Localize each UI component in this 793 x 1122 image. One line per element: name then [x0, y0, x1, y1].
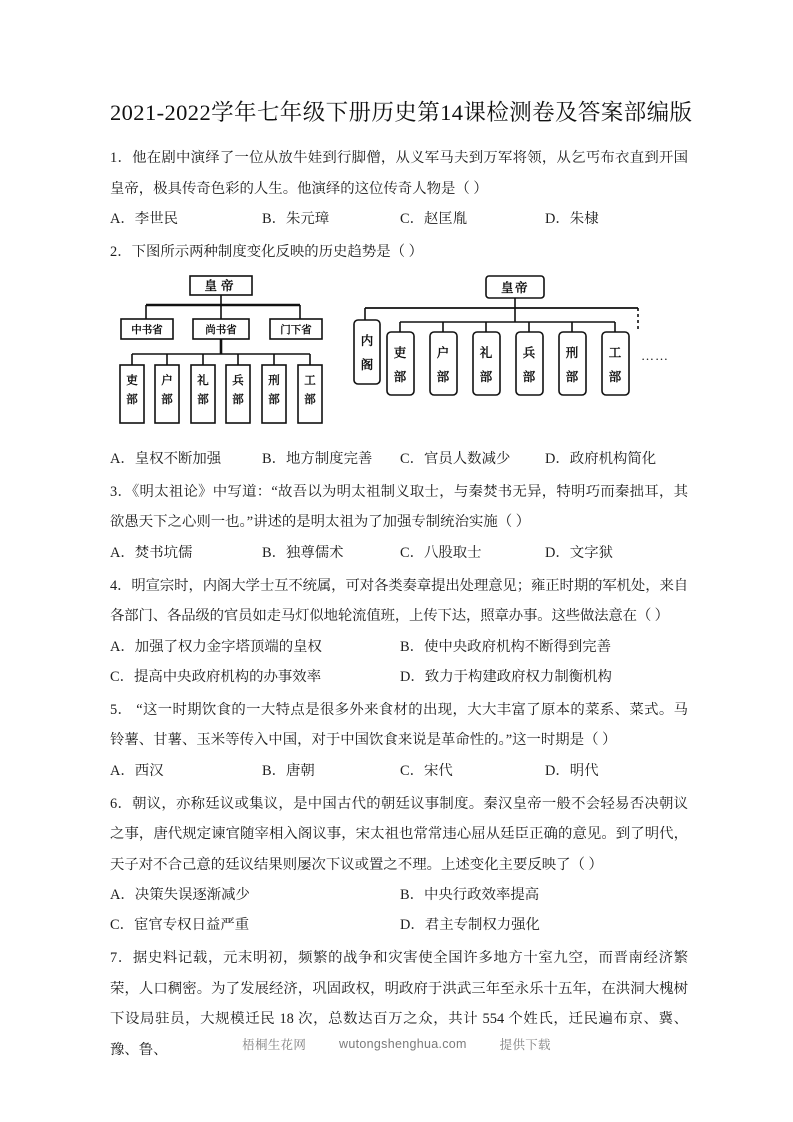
option-1-d[interactable] [545, 204, 599, 234]
option-2-a-text: 皇权不断加强 [134, 450, 222, 467]
diagram-tang-dept-2: 尚书省 [205, 324, 237, 336]
diagram-tang-ministry-1a: 吏 [126, 374, 138, 387]
question-1-stem: 1．他在剧中演绎了一位从放牛娃到行脚僧，从义军马夫到万军将领，从乞丐布衣直到开国皇帝，极具传奇色彩的人生。他演绎的这位传奇人物是（ ） [110, 150, 688, 197]
option-6-b[interactable] [400, 880, 539, 910]
diagram-ming-ministry-3a: 礼 [479, 345, 493, 360]
option-2-c[interactable] [400, 444, 510, 474]
diagram-ming-ministry-6a: 工 [608, 345, 622, 360]
diagram-ming-ministry-1a: 吏 [393, 345, 407, 360]
question-4 [110, 571, 688, 692]
option-4-d[interactable] [400, 662, 612, 692]
diagram-tang-ministry-4a: 兵 [232, 374, 244, 387]
option-6-a[interactable] [110, 880, 250, 910]
footer-site-name: 梧桐生花网 [242, 1038, 307, 1052]
diagram-tang-three-departments [118, 272, 343, 437]
question-6-options-row1 [110, 880, 688, 910]
option-1-c-text: 赵匡胤 [424, 211, 468, 227]
option-6-d[interactable] [400, 910, 540, 940]
option-6-d-key: D． [400, 917, 425, 933]
option-2-a[interactable] [110, 444, 221, 474]
diagram-ming-cabinet [353, 272, 683, 437]
diagram-ming-cabinet-label-a: 内 [360, 333, 374, 348]
question-1-options [110, 204, 688, 234]
diagram-tang-ministry-2b: 部 [161, 393, 173, 406]
question-2-stem: 2．下图所示两种制度变化反映的历史趋势是（ ） [110, 244, 423, 260]
option-1-d-key: D． [545, 211, 570, 227]
diagram-ming-emperor-label: 皇帝 [500, 280, 530, 295]
option-3-d-key: D． [545, 544, 570, 561]
diagram-ming-ministry-2b: 部 [436, 369, 450, 384]
option-5-c[interactable] [400, 756, 453, 786]
option-3-a[interactable] [110, 538, 192, 568]
option-3-c-key: C． [400, 544, 424, 561]
question-4-stem: 4．明宣宗时，内阁大学士互不统属，可对各类奏章提出处理意见；雍正时期的军机处，来自各部门、各品级的官员如走马灯似地轮流值班，上传下达，照章办事。这些做法意在（ ） [110, 577, 688, 624]
option-5-a[interactable] [110, 756, 164, 786]
question-5-options [110, 756, 688, 786]
diagram-tang-ministry-5a: 刑 [268, 374, 280, 387]
diagram-tang-ministry-4b: 部 [232, 393, 244, 406]
option-6-c-key: C． [110, 917, 134, 933]
option-5-d[interactable] [545, 756, 599, 786]
option-5-a-text: 西汉 [134, 762, 164, 779]
option-3-a-text: 焚书坑儒 [134, 544, 193, 561]
option-2-c-text: 官员人数减少 [424, 450, 511, 467]
question-6-options-row2 [110, 910, 688, 940]
option-2-d-key: D． [545, 450, 570, 467]
footer-site-url[interactable]: wutongshenghua.com [339, 1037, 467, 1051]
option-4-d-key: D． [400, 668, 425, 685]
diagram-tang-ministry-6a: 工 [304, 374, 316, 387]
question-4-options-row1 [110, 632, 688, 662]
question-3-options [110, 538, 688, 568]
question-3-stem: 3．《明太祖论》中写道：“故吾以为明太祖制义取士，与秦焚书无异，特明巧而秦拙耳，其欲愚天下之心则一也。”讲述的是明太祖为了加强专制统治实施（ ） [110, 483, 688, 530]
option-6-b-key: B． [400, 887, 424, 903]
diagram-tang-ministry-5b: 部 [268, 393, 280, 406]
option-4-a[interactable] [110, 632, 322, 662]
option-5-a-key: A． [110, 762, 135, 779]
diagram-ming-cabinet-label-b: 阁 [360, 357, 374, 372]
option-5-c-key: C． [400, 762, 424, 779]
footer-watermark [0, 1035, 793, 1053]
option-4-c[interactable] [110, 662, 321, 692]
option-6-a-key: A． [110, 887, 135, 903]
option-5-c-text: 宋代 [424, 762, 453, 779]
option-3-b[interactable] [262, 538, 344, 568]
diagram-ming-ministry-2a: 户 [436, 345, 450, 360]
option-2-a-key: A． [110, 450, 135, 467]
diagram-tang-ministry-2a: 户 [161, 374, 173, 387]
diagram-tang-ministry-6b: 部 [304, 393, 316, 406]
option-3-d[interactable] [545, 538, 613, 568]
question-2-figure [110, 272, 688, 442]
question-2 [110, 237, 688, 474]
option-4-b[interactable] [400, 632, 611, 662]
option-1-b-key: B． [262, 211, 286, 227]
question-5-stem: 5． “这一时期饮食的一大特点是很多外来食材的出现，大大丰富了原本的菜系、菜式。马铃薯、甘薯、玉米等传入中国，对于中国饮食来说是革命性的。”这一时期是（ ） [110, 701, 688, 748]
option-3-d-text: 文字狱 [569, 544, 613, 561]
diagram-tang-ministry-3a: 礼 [197, 374, 209, 387]
diagram-tang-ministry-1b: 部 [126, 393, 138, 406]
diagram-ming-ministry-6b: 部 [608, 369, 622, 384]
option-4-b-text: 使中央政府机构不断得到完善 [424, 638, 612, 655]
question-3 [110, 477, 688, 568]
option-6-b-text: 中央行政效率提高 [424, 887, 540, 903]
option-2-b[interactable] [262, 444, 372, 474]
option-3-c-text: 八股取士 [424, 544, 482, 561]
page-title: 2021-2022学年七年级下册历史第14课检测卷及答案部编版 [110, 100, 693, 125]
option-4-a-text: 加强了权力金字塔顶端的皇权 [134, 638, 322, 655]
option-3-b-text: 独尊儒术 [286, 544, 344, 561]
diagram-ming-ministry-4b: 部 [522, 369, 536, 384]
diagram-ming-ellipsis: …… [641, 347, 669, 363]
diagram-tang-ministry-3b: 部 [197, 393, 209, 406]
option-5-d-text: 明代 [569, 762, 599, 779]
option-6-a-text: 决策失误逐渐减少 [134, 887, 250, 903]
option-1-b-text: 朱元璋 [286, 211, 330, 227]
option-5-b[interactable] [262, 756, 315, 786]
option-6-d-text: 君主专制权力强化 [424, 917, 540, 933]
option-2-d-text: 政府机构简化 [569, 450, 657, 467]
diagram-ming-ministry-1b: 部 [393, 369, 407, 384]
diagram-ming-ministry-5b: 部 [565, 369, 579, 384]
option-2-b-text: 地方制度完善 [286, 450, 373, 467]
option-3-a-key: A． [110, 544, 135, 561]
diagram-ming-ministry-5a: 刑 [565, 345, 579, 360]
document-body [110, 96, 693, 1068]
option-3-b-key: B． [262, 544, 286, 561]
option-1-d-text: 朱棣 [569, 211, 599, 227]
option-4-c-text: 提高中央政府机构的办事效率 [134, 668, 322, 685]
option-4-a-key: A． [110, 638, 135, 655]
option-5-d-key: D． [545, 762, 570, 779]
option-5-b-text: 唐朝 [286, 762, 315, 779]
footer-action[interactable]: 提供下载 [499, 1038, 551, 1052]
question-1 [110, 143, 688, 234]
option-6-c[interactable] [110, 910, 249, 940]
option-1-a[interactable] [110, 204, 178, 234]
diagram-tang-dept-3: 门下省 [280, 324, 312, 336]
option-4-d-text: 致力于构建政府权力制衡机构 [424, 668, 612, 685]
question-6 [110, 789, 688, 941]
option-1-a-key: A． [110, 211, 135, 227]
question-4-options-row2 [110, 662, 688, 692]
option-1-b[interactable] [262, 204, 329, 234]
diagram-ming-ministry-4a: 兵 [522, 345, 536, 360]
option-1-c-key: C． [400, 211, 424, 227]
option-4-c-key: C． [110, 668, 134, 685]
question-2-options [110, 444, 688, 474]
option-6-c-text: 宦官专权日益严重 [134, 917, 250, 933]
diagram-tang-emperor-label: 皇帝 [204, 278, 238, 293]
question-7-stem: 7．据史料记载，元末明初，频繁的战争和灾害使全国许多地方十室九空，而晋南经济繁荣，人口稠密。为了发展经济，巩固政权，明政府于洪武三年至永乐十五年，在洪洞大槐树下设局驻员，大规模迁民 18 次，总数达百万之众，共计 554 个姓氏，迁民遍布京、冀、豫、鲁、 [110, 950, 688, 1058]
option-2-c-key: C． [400, 450, 424, 467]
option-3-c[interactable] [400, 538, 482, 568]
option-1-a-text: 李世民 [134, 211, 178, 227]
option-5-b-key: B． [262, 762, 286, 779]
option-4-b-key: B． [400, 638, 424, 655]
option-2-b-key: B． [262, 450, 286, 467]
question-6-stem: 6．朝议，亦称廷议或集议，是中国古代的朝廷议事制度。秦汉皇帝一般不会轻易否决朝议之事，唐代规定谏官随宰相入阁议事，宋太祖也常常违心屈从廷臣正确的意见。到了明代，天子对不合己意的廷议结果则屡次下议或置之不理。上述变化主要反映了（ ） [110, 795, 688, 873]
option-2-d[interactable] [545, 444, 656, 474]
question-5 [110, 695, 688, 786]
option-1-c[interactable] [400, 204, 467, 234]
diagram-ming-ministry-3b: 部 [479, 369, 493, 384]
diagram-tang-dept-1: 中书省 [131, 324, 163, 336]
